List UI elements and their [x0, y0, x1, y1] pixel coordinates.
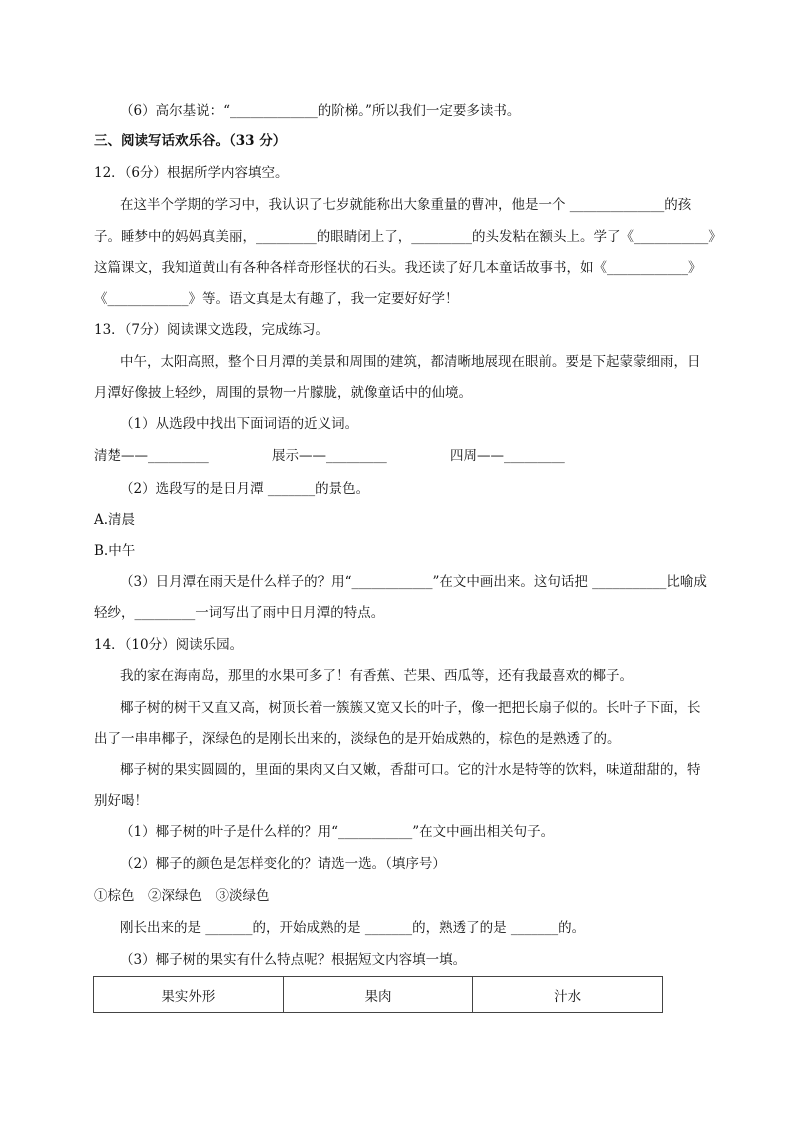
- q12-text-4: 《____________》等。语文真是太有趣了，我一定要好好学！: [94, 291, 459, 307]
- q14-options: ①棕色 ②深绿色 ③淡绿色: [94, 888, 270, 904]
- q13-part3-2: 轻纱，_________一词写出了雨中日月潭的特点。: [94, 605, 385, 621]
- line-q6: （6）高尔基说：“_____________的阶梯。”所以我们一定要多读书。: [120, 103, 521, 119]
- question-13-title: 13．（7分）阅读课文选段，完成练习。: [94, 322, 330, 338]
- answer-table: [93, 976, 663, 1013]
- q14-passage-3: 出了一串串椰子，深绿色的是刚长出来的，淡绿色的是开始成熟的，棕色的是熟透了的。: [94, 731, 621, 747]
- q13-part1: （1）从选段中找出下面词语的近义词。: [120, 416, 359, 432]
- synonym-1: 清楚——_________: [94, 448, 209, 464]
- q14-part2: （2）椰子的颜色是怎样变化的？请选一选。（填序号）: [120, 856, 446, 872]
- q14-part1: （1）椰子树的叶子是什么样的？用“___________”在文中画出相关句子。: [120, 824, 555, 840]
- question-12-title: 12．（6分）根据所学内容填空。: [94, 165, 289, 181]
- synonym-2: 展示——_________: [272, 448, 387, 464]
- q14-part2-answer: 刚长出来的是 _______的，开始成熟的是 _______的，熟透了的是 _______的。: [120, 920, 586, 936]
- q14-passage-1: 我的家在海南岛，那里的水果可多了！有香蕉、芒果、西瓜等，还有我最喜欢的椰子。: [120, 668, 633, 684]
- table-header-juice: 汁水: [473, 977, 663, 1013]
- q14-passage-2: 椰子树的树干又直又高，树顶长着一簇簇又宽又长的叶子，像一把把长扇子似的。长叶子下面，长: [120, 700, 701, 716]
- q14-part3: （3）椰子树的果实有什么特点呢？根据短文内容填一填。: [120, 952, 467, 968]
- table-header-flesh: 果肉: [283, 977, 473, 1013]
- question-14-title: 14．（10分）阅读乐园。: [94, 637, 244, 653]
- table-header-shape: 果实外形: [94, 977, 284, 1013]
- section-title: 三、阅读写话欢乐谷。（33 分）: [94, 133, 287, 149]
- q13-part2: （2）选段写的是日月潭 _______的景色。: [120, 481, 370, 497]
- option-a: A.清晨: [94, 512, 136, 528]
- q13-passage-1: 中午，太阳高照，整个日月潭的美景和周围的建筑，都清晰地展现在眼前。要是下起蒙蒙细雨，日: [120, 354, 701, 370]
- synonym-3: 四周——_________: [450, 448, 565, 464]
- q12-text-3: 这篇课文，我知道黄山有各种各样奇形怪状的石头。我还读了好几本童话故事书，如《____________》: [94, 260, 702, 276]
- q14-passage-4: 椰子树的果实圆圆的，里面的果肉又白又嫩，香甜可口。它的汁水是特等的饮料，味道甜甜的，特: [120, 762, 701, 778]
- option-b: B.中午: [94, 543, 136, 559]
- q13-passage-2: 月潭好像披上轻纱，周围的景物一片朦胧，就像童话中的仙境。: [94, 385, 472, 401]
- q14-passage-5: 别好喝！: [94, 793, 148, 809]
- q12-text-1: 在这半个学期的学习中，我认识了七岁就能称出大象重量的曹冲，他是一个 ______________的孩: [120, 197, 692, 213]
- q12-text-2: 子。睡梦中的妈妈真美丽，_________的眼睛闭上了，_________的头发粘在额头上。学了《___________》: [94, 229, 722, 245]
- q13-part3-1: （3）日月潭在雨天是什么样子的？用“____________”在文中画出来。这句话把 ___________比喻成: [120, 574, 707, 590]
